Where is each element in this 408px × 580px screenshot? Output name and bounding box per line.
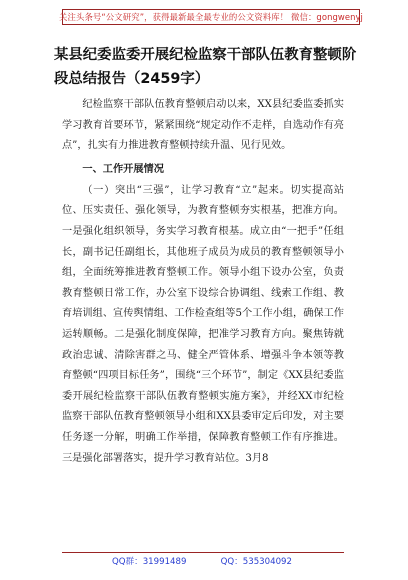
qq-group-label: QQ群：31991489 — [112, 557, 187, 567]
qq-contact-label: QQ：535304092 — [220, 557, 292, 567]
body-paragraph: （一）突出“三强”，让学习教育“立”起来。切实提高站位、压实责任、强化领导，为教育整顿夯实根基，把准方向。一是强化组织领导，务实学习教育根基。成立由“一把手”任组长，副书记任副组长，其他班子成员为成员的教育整顿领导小组，全面统筹推进教育整顿工作。领导小组下设办公室，负责教育整顿日常工作，办公室下设综合协调组、线索工作组、教育培训组、宣传舆情组、工作检查组等5个工作小组，确保工作运转顺畅。二是强化制度保障，把准学习教育方向。聚焦铸就政治忠诚、清除害群之马、健全严管体系、增强斗争本领等教育整顿“四项目标任务”，围绕“三个环节”，制定《XX县纪委监委开展纪检监察干部队伍教育整顿实施方案》，并经XX市纪检监察干部队伍教育整顿领导小组和XX县委审定后印发，对主要任务逐一分解，明确工作举措，保障教育整顿工作有序推进。三是强化部署落实，提升学习教育站位。3月8 — [62, 184, 344, 464]
footer-contact — [62, 555, 344, 567]
footer-divider — [62, 552, 344, 553]
document-title: 某县纪委监委开展纪检监察干部队伍教育整顿阶段总结报告（2459字） — [54, 47, 357, 87]
document-body — [62, 95, 344, 469]
header-banner: 关注头条号“公文研究”，获得最新最全最专业的公文资料库！ 微信：gongwenyj — [62, 9, 360, 25]
section-heading: 一、工作开展情况 — [82, 163, 164, 175]
intro-paragraph: 纪检监察干部队伍教育整顿启动以来，XX县纪委监委抓实学习教育首要环节，紧紧围绕“规定动作不走样，自选动作有亮点”，扎实有力推进教育整顿持续升温、见行见效。 — [62, 99, 344, 152]
